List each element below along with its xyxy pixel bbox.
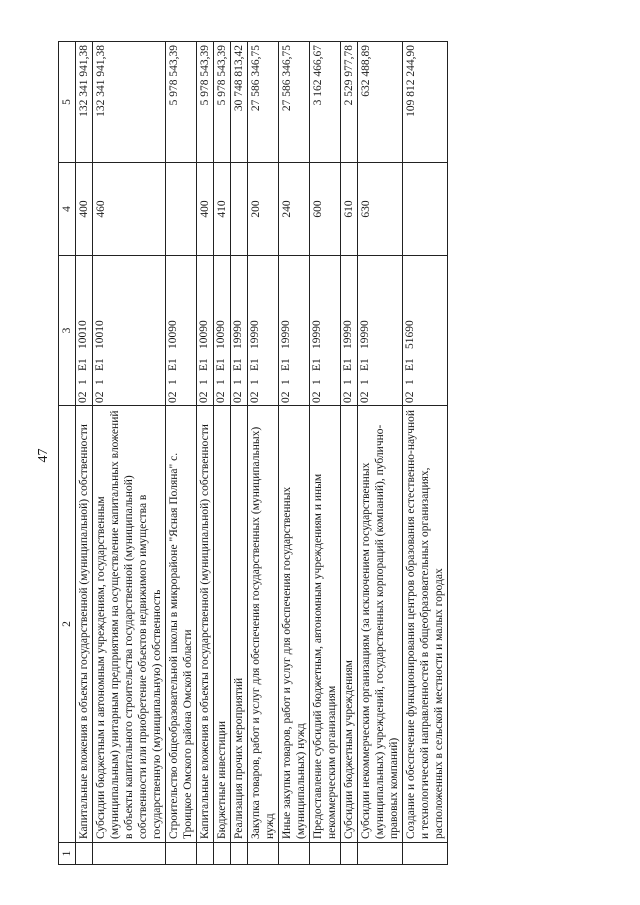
code-item: 10090 [215, 320, 227, 349]
row-category-cell: 240 [279, 163, 310, 256]
code-item: 51690 [404, 320, 416, 349]
header-cell: 3 [59, 256, 76, 406]
row-name-cell: Субсидии бюджетным и автономным учреждениям, государственным (муниципальным) унитарным предприятиям на осуществление капитальных вложений в объекты капитального строительства государственной (муниципальной) собственности или приобретение объектов недвижимого имущества в государственную (муниципальную) собственность [93, 406, 166, 843]
row-category-cell [166, 163, 197, 256]
row-amount-cell: 3 162 466,67 [310, 42, 341, 163]
row-code-cell [358, 256, 403, 406]
row-spacer-cell [166, 843, 197, 865]
code-project: E1 [198, 358, 210, 371]
code-section: 02 [404, 391, 416, 403]
row-code-cell [279, 256, 310, 406]
code-section: 02 [94, 391, 106, 403]
code-program: 1 [311, 379, 323, 385]
code-project: E1 [215, 358, 227, 371]
code-section: 02 [167, 391, 179, 403]
code-item: 19990 [359, 320, 371, 349]
code-project: E1 [280, 358, 292, 371]
code-item: 10010 [94, 320, 106, 349]
table-row [197, 42, 214, 865]
row-spacer-cell [214, 843, 231, 865]
code-item: 10010 [77, 320, 89, 349]
row-spacer-cell [310, 843, 341, 865]
row-category-cell: 600 [310, 163, 341, 256]
row-code-cell [197, 256, 214, 406]
row-name-cell: Субсидии бюджетным учреждениям [341, 406, 358, 843]
row-spacer-cell [358, 843, 403, 865]
table-row [341, 42, 358, 865]
row-category-cell: 410 [214, 163, 231, 256]
code-item: 10090 [167, 320, 179, 349]
code-section: 02 [249, 391, 261, 403]
budget-table-body [59, 42, 448, 865]
code-section: 02 [232, 391, 244, 403]
row-spacer-cell [403, 843, 448, 865]
row-spacer-cell [341, 843, 358, 865]
table-row [310, 42, 341, 865]
code-program: 1 [94, 379, 106, 385]
code-section: 02 [342, 391, 354, 403]
row-category-cell [403, 163, 448, 256]
row-category-cell: 460 [93, 163, 166, 256]
code-item: 19990 [342, 320, 354, 349]
code-program: 1 [198, 379, 210, 385]
row-code-cell [93, 256, 166, 406]
code-program: 1 [77, 379, 89, 385]
code-item: 10090 [198, 320, 210, 349]
row-spacer-cell [76, 843, 93, 865]
row-name-cell: Капитальные вложения в объекты государственной (муниципальной) собственности [197, 406, 214, 843]
row-code-cell [310, 256, 341, 406]
code-program: 1 [215, 379, 227, 385]
row-code-cell [231, 256, 248, 406]
row-amount-cell: 30 748 813,42 [231, 42, 248, 163]
code-project: E1 [249, 358, 261, 371]
row-category-cell: 630 [358, 163, 403, 256]
row-amount-cell: 5 978 543,39 [166, 42, 197, 163]
row-name-cell: Бюджетные инвестиции [214, 406, 231, 843]
code-item: 19990 [311, 320, 323, 349]
table-row [248, 42, 279, 865]
header-cell: 4 [59, 163, 76, 256]
code-item: 19990 [249, 320, 261, 349]
row-amount-cell: 27 586 346,75 [279, 42, 310, 163]
row-spacer-cell [197, 843, 214, 865]
header-cell: 2 [59, 406, 76, 843]
row-amount-cell: 632 488,89 [358, 42, 403, 163]
row-name-cell: Закупка товаров, работ и услуг для обеспечения государственных (муниципальных) нужд [248, 406, 279, 843]
row-name-cell: Создание и обеспечение функционирования центров образования естественно-научной и технологической направленностей в общеобразовательных организациях, расположенных в сельской местности и малых городах [403, 406, 448, 843]
row-name-cell: Иные закупки товаров, работ и услуг для обеспечения государственных (муниципальных) нужд [279, 406, 310, 843]
code-project: E1 [232, 358, 244, 371]
header-row [59, 42, 76, 865]
row-amount-cell: 27 586 346,75 [248, 42, 279, 163]
code-project: E1 [77, 358, 89, 371]
row-category-cell: 400 [76, 163, 93, 256]
header-cell: 5 [59, 42, 76, 163]
row-category-cell: 610 [341, 163, 358, 256]
code-project: E1 [404, 358, 416, 371]
row-name-cell: Реализация прочих мероприятий [231, 406, 248, 843]
rotated-page [36, 45, 640, 865]
table-row [403, 42, 448, 865]
row-code-cell [76, 256, 93, 406]
table-row [231, 42, 248, 865]
code-project: E1 [342, 358, 354, 371]
code-program: 1 [167, 379, 179, 385]
row-category-cell: 200 [248, 163, 279, 256]
row-name-cell: Предоставление субсидий бюджетным, автономным учреждениям и иным некоммерческим организациям [310, 406, 341, 843]
code-section: 02 [77, 391, 89, 403]
code-section: 02 [311, 391, 323, 403]
table-row [358, 42, 403, 865]
row-category-cell: 400 [197, 163, 214, 256]
code-program: 1 [232, 379, 244, 385]
table-row [93, 42, 166, 865]
row-code-cell [248, 256, 279, 406]
code-program: 1 [404, 379, 416, 385]
code-program: 1 [249, 379, 261, 385]
row-name-cell: Капитальные вложения в объекты государственной (муниципальной) собственности [76, 406, 93, 843]
row-amount-cell: 109 812 244,90 [403, 42, 448, 163]
table-row [166, 42, 197, 865]
code-section: 02 [359, 391, 371, 403]
code-program: 1 [280, 379, 292, 385]
code-program: 1 [359, 379, 371, 385]
page-number: 47 [36, 448, 51, 463]
row-code-cell [166, 256, 197, 406]
code-program: 1 [342, 379, 354, 385]
row-spacer-cell [279, 843, 310, 865]
row-amount-cell: 5 978 543,39 [214, 42, 231, 163]
row-spacer-cell [93, 843, 166, 865]
row-code-cell [403, 256, 448, 406]
code-project: E1 [311, 358, 323, 371]
row-code-cell [214, 256, 231, 406]
budget-table-container [36, 42, 613, 865]
row-code-cell [341, 256, 358, 406]
row-category-cell [231, 163, 248, 256]
code-section: 02 [215, 391, 227, 403]
code-item: 19990 [280, 320, 292, 349]
row-spacer-cell [231, 843, 248, 865]
code-item: 19990 [232, 320, 244, 349]
row-spacer-cell [248, 843, 279, 865]
row-name-cell: Строительство общеобразовательной школы в микрорайоне "Ясная Поляна" с. Троицкое Омского района Омской области [166, 406, 197, 843]
code-section: 02 [280, 391, 292, 403]
row-amount-cell: 132 341 941,38 [93, 42, 166, 163]
code-section: 02 [198, 391, 210, 403]
table-row [279, 42, 310, 865]
code-project: E1 [359, 358, 371, 371]
code-project: E1 [94, 358, 106, 371]
row-amount-cell: 2 529 977,78 [341, 42, 358, 163]
row-amount-cell: 132 341 941,38 [76, 42, 93, 163]
budget-table [58, 41, 448, 865]
table-row [76, 42, 93, 865]
table-row [214, 42, 231, 865]
row-amount-cell: 5 978 543,39 [197, 42, 214, 163]
header-cell: 1 [59, 843, 76, 865]
code-project: E1 [167, 358, 179, 371]
row-name-cell: Субсидии некоммерческим организациям (за исключением государственных (муниципальных) учреждений, государственных корпораций (компаний), публично-правовых компаний) [358, 406, 403, 843]
